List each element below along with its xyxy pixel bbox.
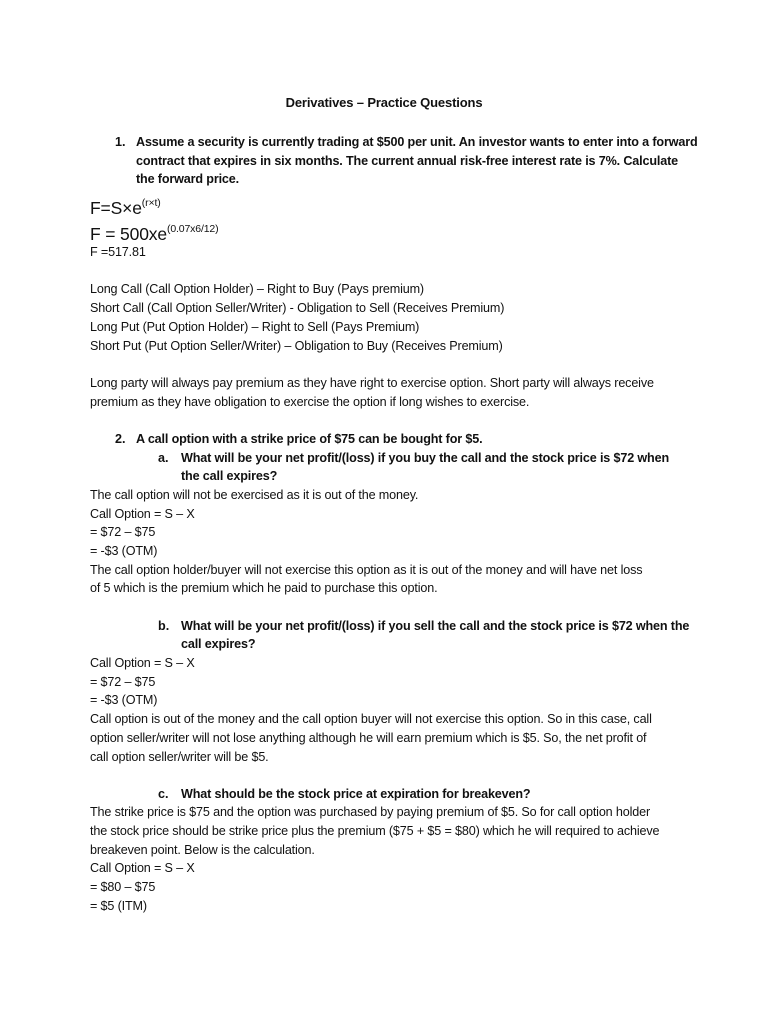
answer-2b-line: Call option is out of the money and the call option buyer will not exercise this option. So in this case, call bbox=[90, 712, 652, 726]
question-1-line: the forward price. bbox=[136, 172, 239, 186]
answer-2a-line: Call Option = S – X bbox=[90, 507, 195, 521]
question-2-number: 2. bbox=[115, 432, 126, 446]
answer-2a-line: = $72 – $75 bbox=[90, 525, 156, 539]
answer-2c-line: the stock price should be strike price plus the premium ($75 + $5 = $80) which he will required to achieve bbox=[90, 824, 660, 838]
answer-2c-line: = $80 – $75 bbox=[90, 880, 156, 894]
answer-2c-line: Call Option = S – X bbox=[90, 861, 195, 875]
document-title: Derivatives – Practice Questions bbox=[285, 95, 483, 110]
question-1-line: contract that expires in six months. The current annual risk-free interest rate is 7%. Calculate bbox=[136, 154, 679, 168]
answer-2c-line: The strike price is $75 and the option was purchased by paying premium of $5. So for call option holder bbox=[90, 805, 650, 819]
premium-note-line: premium as they have obligation to exercise the option if long wishes to exercise. bbox=[90, 395, 530, 409]
answer-2b-line: = -$3 (OTM) bbox=[90, 693, 158, 707]
question-1-line: Assume a security is currently trading at $500 per unit. An investor wants to enter into a forward bbox=[136, 135, 698, 149]
answer-2a-line: = -$3 (OTM) bbox=[90, 544, 158, 558]
question-2c-line: What should be the stock price at expiration for breakeven? bbox=[181, 787, 531, 801]
question-2b-letter: b. bbox=[158, 619, 170, 633]
answer-2b-line: Call Option = S – X bbox=[90, 656, 195, 670]
forward-price-formula: $F=S\times e^{(r\times t)}$ bbox=[90, 197, 161, 218]
answer-2c-line: = $5 (ITM) bbox=[90, 899, 147, 913]
answer-2c-line: breakeven point. Below is the calculation. bbox=[90, 843, 315, 857]
answer-2a-line: The call option holder/buyer will not exercise this option as it is out of the money and will have net loss bbox=[90, 563, 643, 577]
answer-2b-line: option seller/writer will not lose anything although he will earn premium which is $5. So, the net profit of bbox=[90, 731, 647, 745]
forward-price-substitution: $F = 500xe^{(0.07x6/12)}$ bbox=[90, 223, 219, 244]
question-2-text: A call option with a strike price of $75 can be bought for $5. bbox=[136, 432, 483, 446]
definition-line: Short Put (Put Option Seller/Writer) – Obligation to Buy (Receives Premium) bbox=[90, 339, 503, 353]
answer-2a-line: The call option will not be exercised as it is out of the money. bbox=[90, 488, 419, 502]
question-2b-line: What will be your net profit/(loss) if you sell the call and the stock price is $72 when the bbox=[181, 619, 690, 633]
question-1-number: 1. bbox=[115, 135, 126, 149]
definition-line: Long Call (Call Option Holder) – Right to Buy (Pays premium) bbox=[90, 282, 424, 296]
question-2a-line: the call expires? bbox=[181, 469, 278, 483]
answer-2a-line: of 5 which is the premium which he paid to purchase this option. bbox=[90, 581, 438, 595]
question-2c-letter: c. bbox=[158, 787, 169, 801]
question-2a-letter: a. bbox=[158, 451, 169, 465]
answer-2b-line: call option seller/writer will be $5. bbox=[90, 750, 269, 764]
question-2b-line: call expires? bbox=[181, 637, 256, 651]
premium-note-line: Long party will always pay premium as they have right to exercise option. Short party will always receive bbox=[90, 376, 654, 390]
answer-2b-line: = $72 – $75 bbox=[90, 675, 156, 689]
definition-line: Long Put (Put Option Holder) – Right to Sell (Pays Premium) bbox=[90, 320, 420, 334]
definition-line: Short Call (Call Option Seller/Writer) - Obligation to Sell (Receives Premium) bbox=[90, 301, 505, 315]
question-2a-line: What will be your net profit/(loss) if you buy the call and the stock price is $72 when bbox=[181, 451, 669, 465]
forward-price-result: F =517.81 bbox=[90, 245, 146, 259]
